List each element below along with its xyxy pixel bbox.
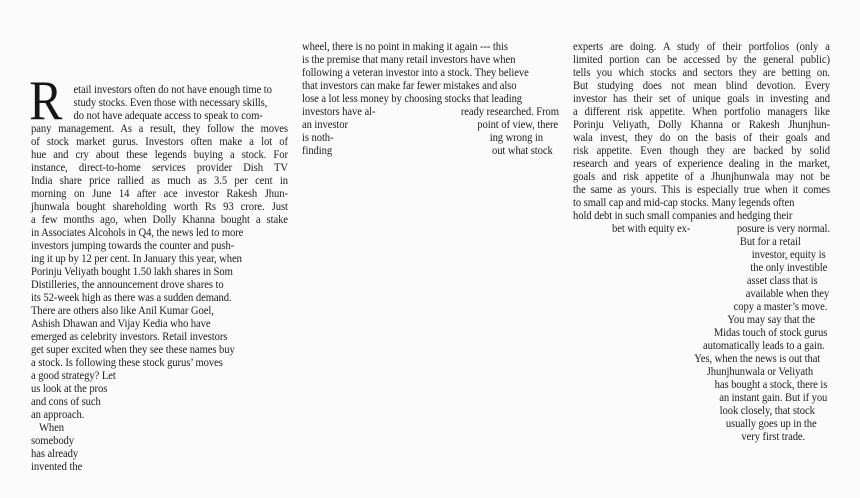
text-line: jhunwala bought shareholding worth Rs 93 crore. Just <box>31 199 288 213</box>
text-line: invented the <box>31 459 83 473</box>
text-line: etail investors often do not have enough time to <box>73 82 272 96</box>
text-fragment: out what stock <box>491 143 553 157</box>
text-line: the only investible <box>750 260 828 274</box>
text-line: Porinju Veliyath, Dolly Khanna or Rakesh Jhunjhun- <box>573 117 830 131</box>
text-line: usually goes up in the <box>725 416 817 430</box>
text-line: study stocks. Even those with necessary skills, <box>73 95 268 109</box>
text-line: copy a master’s move. <box>733 299 828 313</box>
text-fragment: an investor <box>302 117 348 131</box>
text-line: Distilleries, the announcement drove shares to <box>31 277 224 291</box>
text-line: But studying does not mean blind devotion. Every <box>573 78 830 92</box>
text-line: investors jumping towards the counter and push- <box>31 238 235 252</box>
text-line: limited portion can be accessed by the general public) <box>573 52 830 66</box>
text-line: in Associates Alcohols in Q4, the news led to more <box>31 225 244 239</box>
text-line: asset class that is <box>746 273 818 287</box>
text-line: look closely, that stock <box>719 403 815 417</box>
text-line: lose a lot less money by choosing stocks that leading <box>302 91 523 105</box>
text-line: has already <box>31 446 79 460</box>
text-fragment: investors have al- <box>302 104 376 118</box>
text-line: tells you which stocks and sectors they are betting on. <box>573 65 830 79</box>
text-line: us look at the pros <box>31 381 108 395</box>
text-line: available when they <box>745 286 830 300</box>
text-line: following a veteran investor into a stock. They believe <box>302 65 529 79</box>
text-line: Jhunjhunwala or Veliyath <box>706 364 814 378</box>
text-fragment: finding <box>302 143 333 157</box>
text-line: wala invest, they do on the basis of their goals and <box>573 130 830 144</box>
text-line: automatically leads to a gain. <box>702 338 825 352</box>
text-line: There are others also like Anil Kumar Goel, <box>31 303 214 317</box>
text-line: But for a retail <box>739 234 801 248</box>
text-line: You may say that the <box>727 312 815 326</box>
text-line: a good strategy? Let <box>31 368 116 382</box>
text-line: has bought a stock, there is <box>714 377 828 391</box>
text-line: is the premise that many retail investors have when <box>302 52 516 66</box>
text-line: get super excited when they see these names buy <box>31 342 235 356</box>
text-fragment: posure is very normal. <box>736 221 830 235</box>
text-line: investor has their set of unique goals in investing and <box>573 91 830 105</box>
text-line: investor, equity is <box>751 247 826 261</box>
article-column-middle <box>302 40 559 157</box>
text-line: instance, direct-to-home services provider Dish TV <box>31 160 288 174</box>
text-line: do not have adequate access to speak to com- <box>73 108 263 122</box>
text-line: somebody <box>31 433 74 447</box>
article-column-left <box>29 70 288 473</box>
text-line: hue and cry about these legends buying a stock. For <box>31 147 288 161</box>
text-fragment: ready researched. From <box>460 104 559 118</box>
text-line: emerged as celebrity investors. Retail investors <box>31 329 228 343</box>
text-line: a few months ago, when Dolly Khanna bought a stake <box>31 212 288 226</box>
text-line: a different risk appetite. When portfolio managers like <box>573 104 830 118</box>
text-line: an instant gain. But if you <box>719 390 828 404</box>
text-fragment: point of view, there <box>477 117 559 131</box>
text-line: Midas touch of stock gurus <box>713 325 828 339</box>
text-line: of stock market gurus. Investors often make a lot of <box>31 134 288 148</box>
text-line: ing it up by 12 per cent. In January this year, when <box>31 251 242 265</box>
text-line: Porinju Veliyath bought 1.50 lakh shares in Som <box>31 264 233 278</box>
text-line: India share price rallied as much as 3.5 per cent in <box>31 173 288 187</box>
text-line: risk appetite. Even though they are backed by solid <box>573 143 830 157</box>
text-line: When <box>38 420 65 434</box>
text-line: experts are doing. A study of their portfolios (only a <box>573 39 830 53</box>
text-line: a stock. Is following these stock gurus’ moves <box>31 355 223 369</box>
text-fragment: bet with equity ex- <box>611 221 691 235</box>
text-line: wheel, there is no point in making it again --- this <box>302 39 508 53</box>
text-line: the same as yours. This is especially true when it comes <box>573 182 830 196</box>
text-line: its 52-week high as there was a sudden demand. <box>31 290 232 304</box>
text-fragment: ing wrong in <box>489 130 543 144</box>
text-line: to small cap and mid-cap stocks. Many legends often <box>573 195 795 209</box>
text-line: and cons of such <box>31 394 101 408</box>
text-line: an approach. <box>31 407 85 421</box>
text-line: morning on June 14 after ace investor Rakesh Jhun- <box>31 186 288 200</box>
text-line: that investors can make far fewer mistakes and also <box>302 78 517 92</box>
text-line: Ashish Dhawan and Vijay Kedia who have <box>31 316 211 330</box>
text-line: very first trade. <box>741 429 806 443</box>
text-fragment: is noth- <box>302 130 334 144</box>
text-line: pany management. As a result, they follow the moves <box>31 121 288 135</box>
text-line: Yes, when the news is out that <box>694 351 821 365</box>
text-line <box>302 144 559 157</box>
drop-cap-letter: R <box>29 70 63 132</box>
article-column-right <box>573 40 830 443</box>
text-line: hold debt in such small companies and hedging their <box>573 208 793 222</box>
text-line: research and years of experience dealing in the market, <box>573 156 830 170</box>
text-line: goals and risk appetite of a Jhunjhunwala may not be <box>573 169 830 183</box>
